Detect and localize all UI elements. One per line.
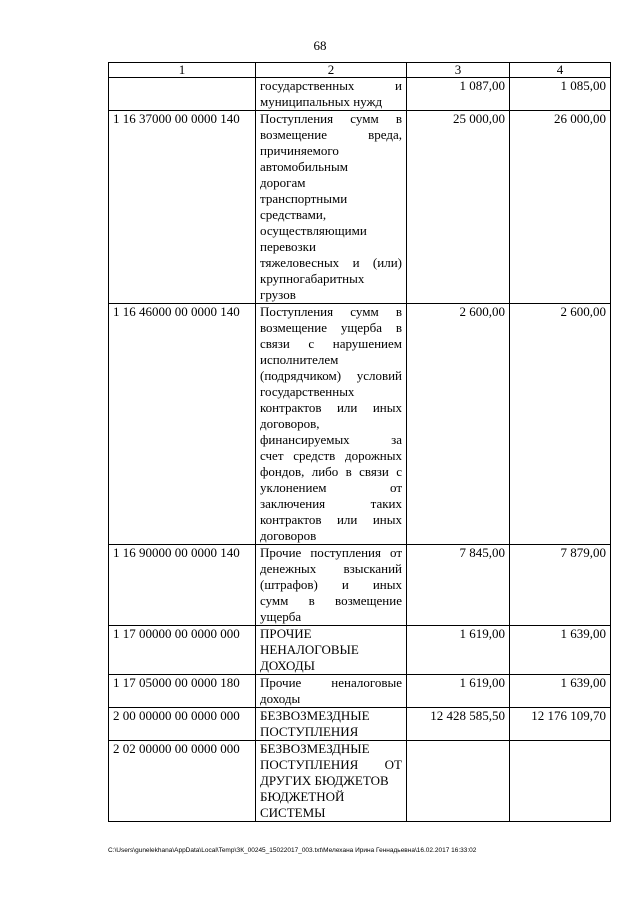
budget-code: 2 00 00000 00 0000 000: [109, 708, 256, 741]
amount-col-4: 2 600,00: [510, 304, 611, 545]
table-header-row: [109, 63, 611, 78]
description-line: уклонением от: [260, 480, 402, 495]
description-line: договоров: [260, 528, 317, 543]
income-description: [256, 675, 407, 708]
description-line: исполнителем: [260, 352, 339, 367]
table-row: [109, 708, 611, 741]
amount-col-4: 1 085,00: [510, 78, 611, 111]
description-line: ПОСТУПЛЕНИЯ ОТ: [260, 757, 402, 772]
description-line: НЕНАЛОГОВЫЕ: [260, 642, 359, 657]
description-line: СИСТЕМЫ: [260, 805, 326, 820]
description-line: (штрафов) и иных: [260, 577, 402, 592]
description-line: (подрядчиком) условий: [260, 368, 402, 383]
amount-col-4: 1 639,00: [510, 626, 611, 675]
description-line: денежных взысканий: [260, 561, 402, 576]
description-line: контрактов или иных: [260, 512, 402, 527]
description-line: ПОСТУПЛЕНИЯ: [260, 724, 359, 739]
amount-col-3: 1 087,00: [407, 78, 510, 111]
amount-col-4: [510, 741, 611, 822]
description-line: государственных: [260, 384, 355, 399]
description-line: Поступления сумм в: [260, 304, 402, 319]
description-line: возмещение вреда,: [260, 127, 402, 142]
amount-col-3: 25 000,00: [407, 111, 510, 304]
description-line: грузов: [260, 287, 296, 302]
amount-col-3: [407, 741, 510, 822]
table-row: [109, 545, 611, 626]
amount-col-3: 2 600,00: [407, 304, 510, 545]
description-line: доходы: [260, 691, 301, 706]
description-line: причиняемого: [260, 143, 339, 158]
amount-col-4: 12 176 109,70: [510, 708, 611, 741]
description-line: автомобильным: [260, 159, 348, 174]
budget-code: 1 16 46000 00 0000 140: [109, 304, 256, 545]
table-row: [109, 78, 611, 111]
budget-code: 1 16 90000 00 0000 140: [109, 545, 256, 626]
description-line: БЕЗВОЗМЕЗДНЫЕ: [260, 741, 370, 756]
description-line: счет средств дорожных: [260, 448, 402, 463]
description-line: договоров,: [260, 416, 320, 431]
budget-code: [109, 78, 256, 111]
page-number: 68: [313, 38, 327, 53]
description-line: связи с нарушением: [260, 336, 402, 351]
description-line: транспортными: [260, 191, 348, 206]
table-row: [109, 626, 611, 675]
budget-code: 1 17 05000 00 0000 180: [109, 675, 256, 708]
description-line: дорогам: [260, 175, 306, 190]
budget-code: 1 16 37000 00 0000 140: [109, 111, 256, 304]
header-col-1: 1: [109, 63, 256, 78]
amount-col-3: 7 845,00: [407, 545, 510, 626]
amount-col-4: 7 879,00: [510, 545, 611, 626]
income-description: [256, 111, 407, 304]
description-line: осуществляющими: [260, 223, 367, 238]
income-description: [256, 304, 407, 545]
header-col-2: 2: [256, 63, 407, 78]
table-row: [109, 304, 611, 545]
description-line: БЮДЖЕТНОЙ: [260, 789, 345, 804]
description-line: ПРОЧИЕ: [260, 626, 312, 641]
description-line: Прочие поступления от: [260, 545, 402, 560]
description-line: муниципальных нужд: [260, 94, 383, 109]
table-row: [109, 675, 611, 708]
description-line: тяжеловесных и (или): [260, 255, 402, 270]
table-row: [109, 741, 611, 822]
amount-col-4: 26 000,00: [510, 111, 611, 304]
table-row: [109, 111, 611, 304]
amount-col-3: 1 619,00: [407, 626, 510, 675]
description-line: контрактов или иных: [260, 400, 402, 415]
income-description: [256, 545, 407, 626]
income-description: [256, 78, 407, 111]
budget-code: 1 17 00000 00 0000 000: [109, 626, 256, 675]
income-description: [256, 708, 407, 741]
description-line: Поступления сумм в: [260, 111, 402, 126]
description-line: Прочие неналоговые: [260, 675, 402, 690]
amount-col-3: 12 428 585,50: [407, 708, 510, 741]
header-col-3: 3: [407, 63, 510, 78]
budget-code: 2 02 00000 00 0000 000: [109, 741, 256, 822]
description-line: возмещение ущерба в: [260, 320, 402, 335]
description-line: средствами,: [260, 207, 327, 222]
budget-table: [108, 62, 611, 822]
income-description: [256, 626, 407, 675]
description-line: БЕЗВОЗМЕЗДНЫЕ: [260, 708, 370, 723]
description-line: крупногабаритных: [260, 271, 365, 286]
description-line: ущерба: [260, 609, 302, 624]
description-line: государственных и: [260, 78, 402, 93]
table-body: [109, 78, 611, 822]
header-col-4: 4: [510, 63, 611, 78]
description-line: ДРУГИХ БЮДЖЕТОВ: [260, 773, 389, 788]
amount-col-3: 1 619,00: [407, 675, 510, 708]
description-line: финансируемых за: [260, 432, 402, 447]
description-line: перевозки: [260, 239, 316, 254]
description-line: сумм в возмещение: [260, 593, 402, 608]
file-path-footer: C:\Users\gunelekhana\AppData\Local\Temp\ЗК_00245_15022017_003.txt\Мелехана Ирина Геннадьевна\16.02.2017 16:33:02: [108, 847, 477, 854]
description-line: ДОХОДЫ: [260, 658, 315, 673]
description-line: заключения таких: [260, 496, 402, 511]
income-description: [256, 741, 407, 822]
amount-col-4: 1 639,00: [510, 675, 611, 708]
description-line: фондов, либо в связи с: [260, 464, 402, 479]
